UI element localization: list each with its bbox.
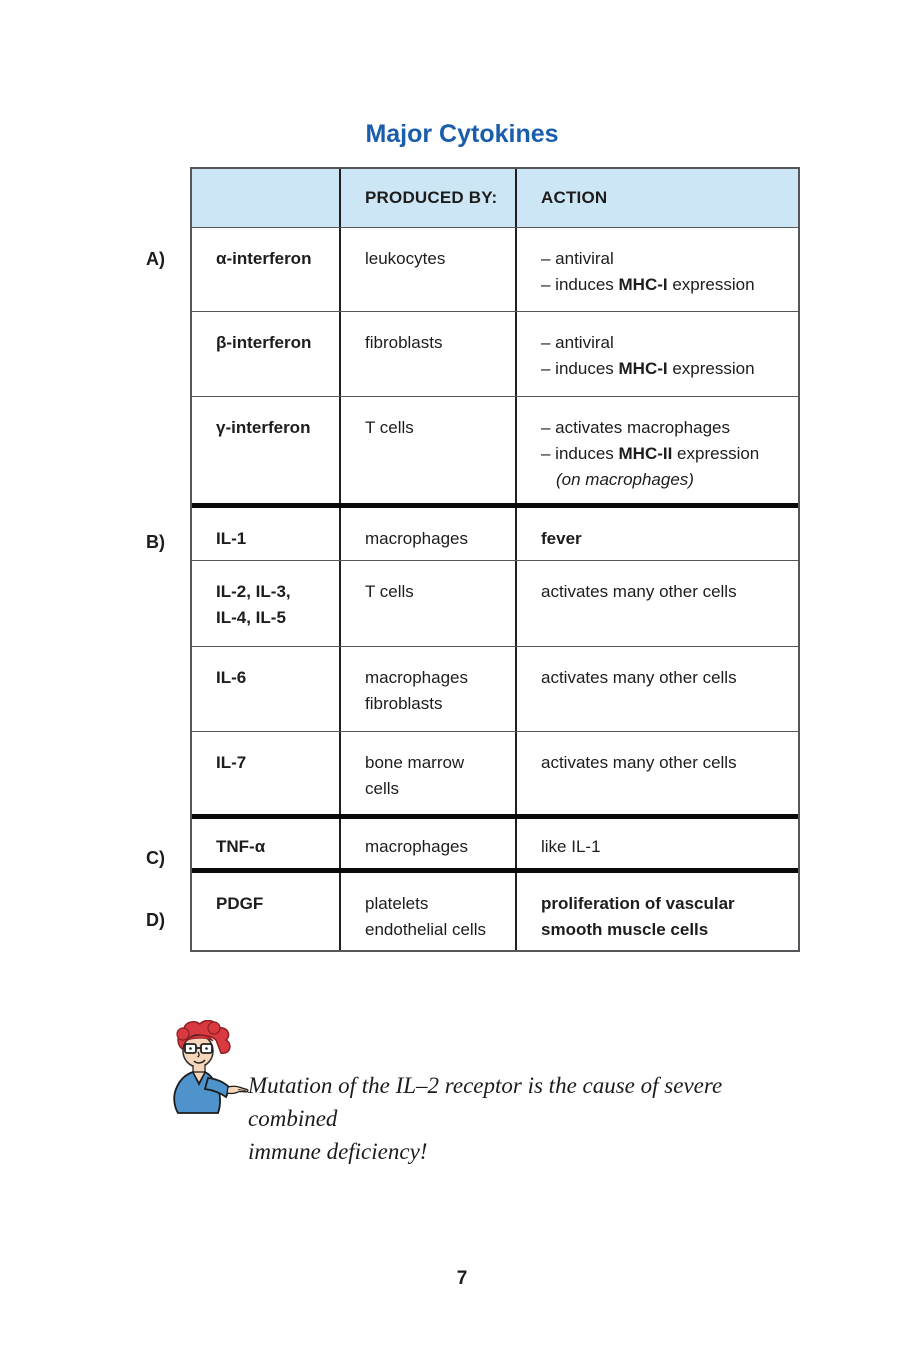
table-header-row <box>192 169 798 227</box>
page-number: 7 <box>456 1268 468 1289</box>
section-letter-b: B) <box>146 532 165 552</box>
produced-by-cell: platelets endothelial cells <box>339 873 515 950</box>
cytokines-table <box>190 167 800 952</box>
table-row-il1 <box>192 503 798 560</box>
cytokine-name: IL-6 <box>216 668 247 687</box>
table-row-alpha-interferon <box>192 227 798 311</box>
table-row-il6 <box>192 646 798 731</box>
produced-by-cell: macrophages <box>339 508 515 560</box>
cytokine-name: PDGF <box>216 894 264 913</box>
cytokine-name: TNF-α <box>216 837 266 856</box>
action-line: – induces MHC-I expression <box>541 359 755 378</box>
page-title: Major Cytokines <box>365 120 559 148</box>
table-row-gamma-interferon <box>192 396 798 503</box>
produced-by-cell: bone marrow cells <box>339 732 515 814</box>
action-line: – induces MHC-I expression <box>541 275 755 294</box>
cytokine-name: β-interferon <box>216 333 312 352</box>
action-line: – antiviral <box>541 249 614 268</box>
produced-by-cell: macrophages <box>339 819 515 868</box>
action-cell: activates many other cells <box>515 732 798 814</box>
action-cell: like IL-1 <box>515 819 798 868</box>
table-row-il7 <box>192 731 798 814</box>
table-row-pdgf <box>192 868 798 950</box>
cytokine-name: γ-interferon <box>216 418 311 437</box>
action-cell: proliferation of vascular smooth muscle cells <box>515 873 798 950</box>
action-cell: activates many other cells <box>515 647 798 731</box>
section-letter-a: A) <box>146 249 165 269</box>
table-row-beta-interferon <box>192 311 798 396</box>
cytokine-name: IL-1 <box>216 529 247 548</box>
produced-by-cell: leukocytes <box>339 228 515 311</box>
margin-note <box>248 1069 738 1168</box>
pointing-person-icon <box>150 1020 250 1121</box>
section-letter-d: D) <box>146 910 165 930</box>
produced-by-cell: T cells <box>339 397 515 503</box>
action-cell: fever <box>515 508 798 560</box>
produced-by-cell: fibroblasts <box>339 312 515 396</box>
note-line: immune deficiency! <box>248 1139 428 1164</box>
action-line-note: (on macrophages) <box>556 470 694 489</box>
produced-by-cell: T cells <box>339 561 515 646</box>
action-cell <box>515 312 798 396</box>
cytokine-name: IL-2, IL-3, IL-4, IL-5 <box>216 582 291 627</box>
action-cell <box>515 397 798 503</box>
action-cell: activates many other cells <box>515 561 798 646</box>
cytokine-name: α-interferon <box>216 249 312 268</box>
cytokine-name: IL-7 <box>216 753 247 772</box>
action-line: – antiviral <box>541 333 614 352</box>
action-line: – activates macrophages <box>541 418 730 437</box>
action-cell <box>515 228 798 311</box>
produced-by-cell: macrophages fibroblasts <box>339 647 515 731</box>
table-row-tnf-alpha <box>192 814 798 868</box>
section-letter-c: C) <box>146 848 165 868</box>
table-row-il2-il5 <box>192 560 798 646</box>
header-cell-produced-by: PRODUCED BY: <box>339 169 515 227</box>
header-cell-name <box>192 169 339 227</box>
action-line: – induces MHC-II expression <box>541 444 760 463</box>
note-line: Mutation of the IL–2 receptor is the cause of severe combined <box>248 1073 723 1131</box>
header-cell-action: ACTION <box>515 169 798 227</box>
